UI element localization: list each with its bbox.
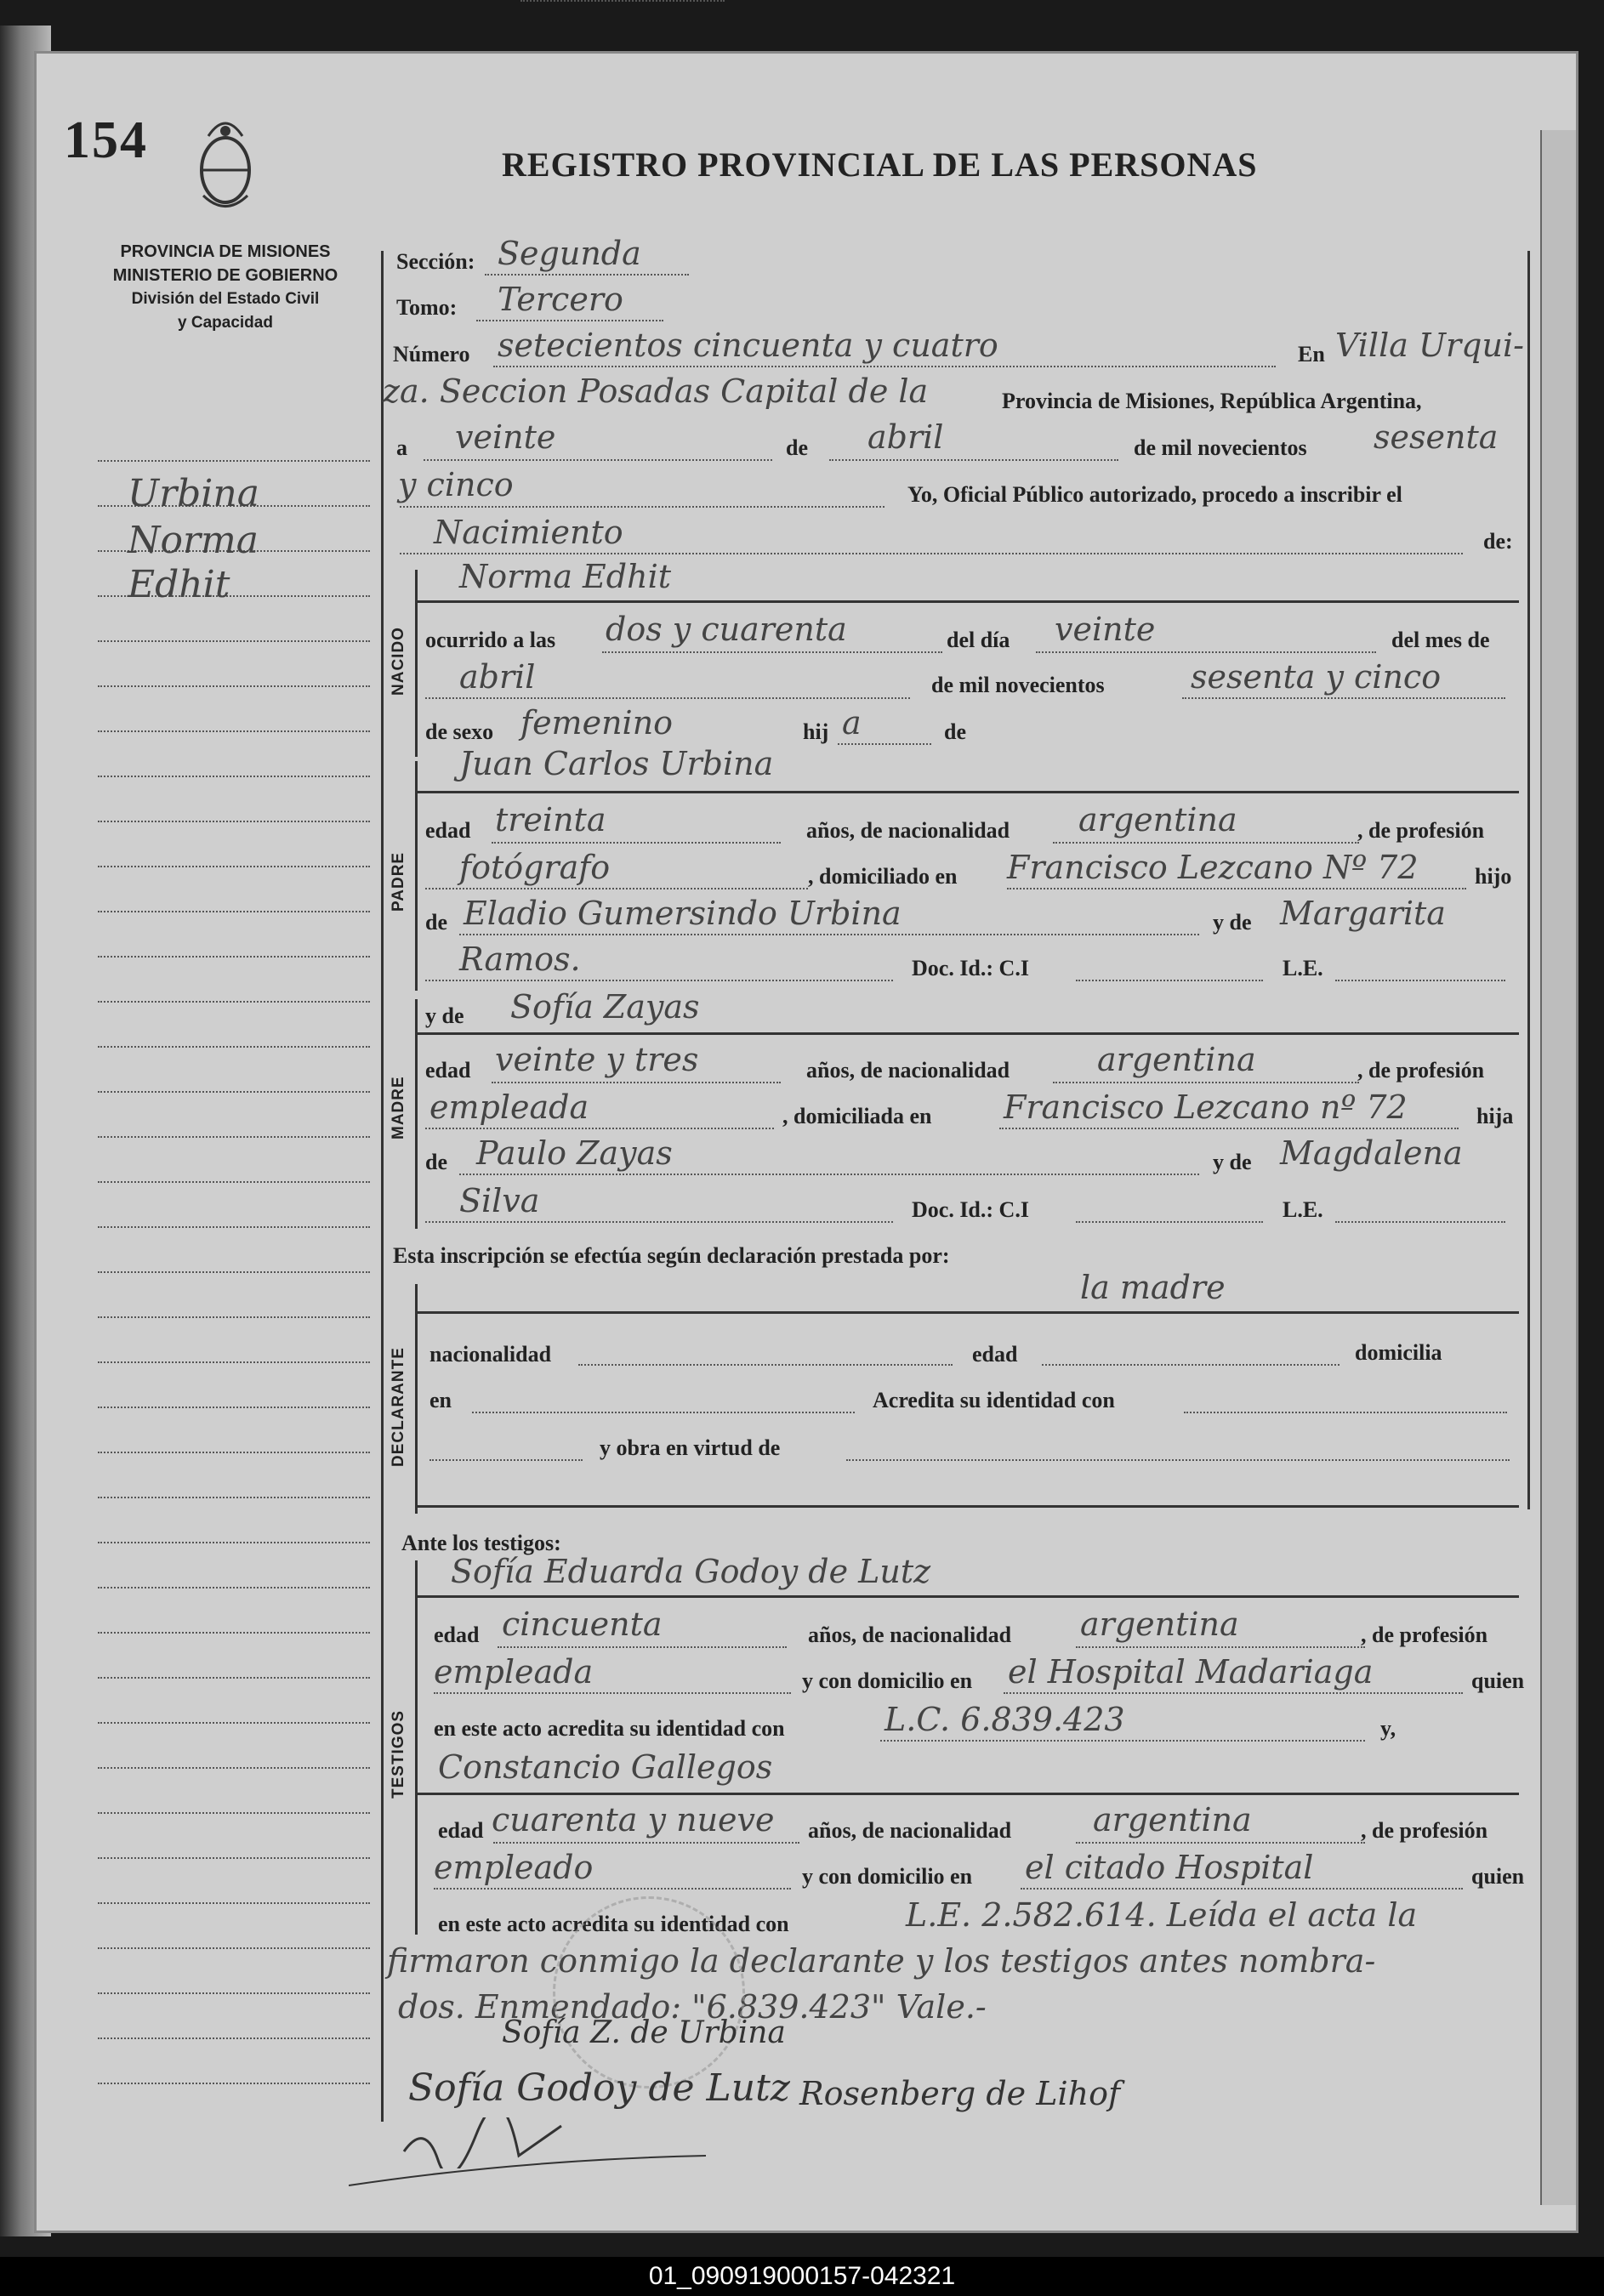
declarante-bracket xyxy=(415,1284,418,1514)
anio-line-2 xyxy=(1182,697,1505,699)
hijo-line xyxy=(838,743,931,745)
madre-abuela-2: Silva xyxy=(459,1182,540,1219)
padre-dom-label: , domiciliado en xyxy=(808,864,958,889)
madre-de-label: de xyxy=(425,1150,447,1174)
testigo2-acredita-label: en este acto acredita su identidad con xyxy=(438,1912,789,1936)
margin-line xyxy=(98,1363,370,1408)
testigo2-nac-line xyxy=(1076,1842,1365,1844)
del-mes-label: del mes de xyxy=(1391,628,1490,652)
padre-bracket xyxy=(415,761,418,991)
numero-line xyxy=(493,366,1276,367)
margin-line xyxy=(98,1543,370,1588)
sexo-value: femenino xyxy=(520,704,674,742)
madre-abuelo: Paulo Zayas xyxy=(476,1134,673,1172)
nacido-mil-label: de mil novecientos xyxy=(931,673,1105,697)
page-edge xyxy=(1540,130,1576,2205)
numero-label: Número xyxy=(393,342,470,367)
dia-value: veinte xyxy=(455,418,556,456)
hijo-value: a xyxy=(842,704,862,742)
testigo1-prof-line xyxy=(434,1692,791,1694)
testigo1-doc-value: L.C. 6.839.423 xyxy=(884,1701,1125,1738)
declarante-edad-line xyxy=(1042,1364,1340,1366)
margin-line xyxy=(98,1814,370,1859)
closing-line-1: firmaron conmigo la declarante y los testigos antes nombra- xyxy=(387,1942,1376,1980)
margin-line xyxy=(98,1048,370,1093)
padre-name-rule xyxy=(417,791,1519,793)
division-name: División del Estado Civil xyxy=(131,290,320,308)
nacido-anio-value: sesenta y cinco xyxy=(1191,658,1442,696)
padre-prof-label: , de profesión xyxy=(1357,818,1485,843)
declarante-dom-label: domicilia xyxy=(1355,1340,1442,1365)
sexo-line xyxy=(520,0,725,2)
ocurrido-label: ocurrido a las xyxy=(425,628,556,652)
margin-line xyxy=(98,777,370,822)
mes-line xyxy=(829,459,1118,461)
testigos-bracket xyxy=(415,1560,418,1935)
testigo2-nac-value: argentina xyxy=(1093,1801,1252,1839)
padre-nombre: Juan Carlos Urbina xyxy=(459,745,774,782)
padre-edad-label: edad xyxy=(425,818,471,843)
testigo1-doc-line xyxy=(880,1740,1365,1742)
margin-given-name: Norma xyxy=(128,519,259,562)
testigo2-prof-value: empleado xyxy=(434,1849,594,1886)
testigo1-edad-value: cincuenta xyxy=(502,1605,663,1643)
madre-abuela-1: Magdalena xyxy=(1280,1134,1463,1172)
signature-witness-1: Sofía Godoy de Lutz xyxy=(408,2066,790,2110)
mes-value: abril xyxy=(867,418,944,456)
nacido-mes-value: abril xyxy=(459,658,536,696)
anio-value-2: y cinco xyxy=(398,466,514,503)
acto-value: Nacimiento xyxy=(434,514,623,551)
signature-underline xyxy=(349,2151,706,2194)
madre-y-de-label-2: y de xyxy=(1213,1150,1252,1174)
testigo2-prof-label: , de profesión xyxy=(1361,1818,1488,1843)
testigo2-prof-line xyxy=(434,1888,791,1890)
padre-le-line xyxy=(1335,980,1505,981)
margin-line xyxy=(98,1634,370,1679)
nacido-name-rule xyxy=(417,600,1519,603)
declarante-obra-line xyxy=(846,1459,1510,1461)
testigo1-dom-label: y con domicilio en xyxy=(802,1668,973,1693)
declarante-end-rule xyxy=(417,1505,1519,1508)
margin-line xyxy=(98,958,370,1003)
declarante-nombre: la madre xyxy=(1080,1269,1226,1306)
signature-officer: Rosenberg de Lihof xyxy=(799,2075,1121,2112)
padre-dom-line xyxy=(1007,888,1466,889)
padre-abuela-1: Margarita xyxy=(1280,895,1446,932)
dia-line xyxy=(424,459,772,461)
declarante-nac-label: nacionalidad xyxy=(429,1342,552,1367)
padre-edad-line xyxy=(492,842,781,844)
madre-edad-value: veinte y tres xyxy=(495,1041,699,1078)
a-label: a xyxy=(396,435,407,460)
padre-de-line xyxy=(459,934,1199,935)
signature-mother: Sofía Z. de Urbina xyxy=(502,2015,786,2050)
margin-line xyxy=(98,642,370,687)
margin-line xyxy=(98,1228,370,1273)
testigo1-edad-line xyxy=(498,1646,787,1648)
province-name: PROVINCIA DE MISIONES xyxy=(120,242,331,261)
madre-nac-line xyxy=(1053,1082,1359,1083)
padre-le-label: L.E. xyxy=(1283,956,1323,980)
page-number: 154 xyxy=(64,111,148,169)
declarante-name-rule xyxy=(417,1311,1519,1314)
margin-line xyxy=(98,867,370,912)
margin-line xyxy=(98,1588,370,1634)
nacido-label: NACIDO xyxy=(390,627,407,696)
madre-nombre: Sofía Zayas xyxy=(510,988,700,1026)
testigo2-edad-value: cuarenta y nueve xyxy=(492,1801,775,1839)
hora-value: dos y cuarenta xyxy=(606,611,847,648)
acto-line xyxy=(400,553,1463,554)
madre-dom-label: , domiciliada en xyxy=(782,1104,932,1128)
testigo2-doc-value: L.E. 2.582.614. Leída el acta la xyxy=(906,1896,1418,1934)
padre-hijo-label: hijo xyxy=(1475,864,1512,889)
margin-line xyxy=(98,1679,370,1724)
padre-edad-value: treinta xyxy=(495,801,606,838)
margin-second-name: Edhit xyxy=(128,563,230,606)
madre-prof-label: , de profesión xyxy=(1357,1058,1485,1083)
declarante-acredita-label: Acredita su identidad con xyxy=(873,1388,1115,1412)
padre-doc-line xyxy=(1076,980,1263,981)
testigo2-dom-value: el citado Hospital xyxy=(1025,1849,1314,1886)
testigo2-nombre: Constancio Gallegos xyxy=(438,1748,773,1786)
testigo1-prof-value: empleada xyxy=(434,1653,594,1691)
padre-nac-line xyxy=(1053,842,1359,844)
margin-line xyxy=(98,732,370,777)
margin-line xyxy=(98,912,370,958)
oficial-text: Yo, Oficial Público autorizado, procedo a inscribir el xyxy=(907,482,1402,507)
seccion-label: Sección: xyxy=(396,249,475,274)
hora-line xyxy=(602,651,942,653)
record-frame-right xyxy=(1527,251,1530,1509)
official-stamp xyxy=(553,1896,745,2089)
anio-line xyxy=(400,506,884,508)
lugar-value-2: za. Seccion Posadas Capital de la xyxy=(383,372,929,410)
madre-doc-label: Doc. Id.: C.I xyxy=(912,1197,1029,1222)
madre-prof-value: empleada xyxy=(429,1088,589,1126)
madre-le-label: L.E. xyxy=(1283,1197,1323,1222)
nacido-bracket xyxy=(415,570,418,757)
margin-line xyxy=(98,687,370,732)
en-label: En xyxy=(1298,342,1325,367)
padre-y-de-label: y de xyxy=(1213,910,1252,935)
seccion-line xyxy=(485,274,689,276)
testigo2-dom-line xyxy=(1021,1888,1463,1890)
madre-prof-line xyxy=(425,1128,774,1129)
madre-edad-line xyxy=(492,1082,781,1083)
del-dia-label: del día xyxy=(947,628,1010,652)
testigos-label: TESTIGOS xyxy=(390,1709,407,1799)
margin-line xyxy=(98,1724,370,1769)
padre-prof-line xyxy=(425,888,808,889)
padre-abuelo: Eladio Gumersindo Urbina xyxy=(464,895,902,932)
file-id-bar: 01_090919000157-042321 xyxy=(0,2257,1604,2296)
margin-line xyxy=(98,417,370,462)
tomo-value: Tercero xyxy=(498,281,623,318)
testigo1-name-rule xyxy=(417,1595,1519,1598)
testigo1-nombre: Sofía Eduarda Godoy de Lutz xyxy=(451,1553,931,1590)
margin-line xyxy=(98,1453,370,1498)
madre-y-de-label: y de xyxy=(425,1003,464,1028)
madre-nac-value: argentina xyxy=(1097,1041,1256,1078)
padre-abuela-line xyxy=(425,980,893,981)
declarante-intro: Esta inscripción se efectúa según declaración prestada por: xyxy=(393,1243,950,1268)
coat-of-arms-icon xyxy=(191,111,259,213)
madre-le-line xyxy=(1335,1221,1505,1223)
anio-value-1: sesenta xyxy=(1374,418,1499,456)
padre-abuela-2: Ramos. xyxy=(459,941,581,978)
madre-label: MADRE xyxy=(390,1076,407,1139)
declarante-acredita-line xyxy=(1184,1412,1507,1413)
margin-line xyxy=(98,1949,370,1994)
testigos-intro: Ante los testigos: xyxy=(401,1531,561,1555)
margin-surname: Urbina xyxy=(128,472,259,515)
page-title: REGISTRO PROVINCIAL DE LAS PERSONAS xyxy=(502,145,1258,184)
tomo-line xyxy=(476,320,663,321)
madre-de-line xyxy=(459,1174,1199,1175)
testigo2-nac-label: años, de nacionalidad xyxy=(808,1818,1012,1843)
margin-lines xyxy=(98,417,370,2084)
tomo-label: Tomo: xyxy=(396,295,458,320)
nacido-dia-value: veinte xyxy=(1055,611,1156,648)
padre-nac-label: años, de nacionalidad xyxy=(806,818,1010,843)
testigo1-nac-label: años, de nacionalidad xyxy=(808,1623,1012,1647)
testigo1-acredita-label: en este acto acredita su identidad con xyxy=(434,1716,785,1741)
margin-line xyxy=(98,1273,370,1318)
padre-doc-label: Doc. Id.: C.I xyxy=(912,956,1029,980)
padre-prof-value: fotógrafo xyxy=(459,849,611,886)
dia-line-2 xyxy=(1036,651,1376,653)
testigo2-edad-label: edad xyxy=(438,1818,484,1843)
padre-label: PADRE xyxy=(390,851,407,912)
hijo-label: hij xyxy=(803,719,829,744)
testigo2-edad-line xyxy=(493,1842,799,1844)
de-colon: de: xyxy=(1483,529,1513,554)
madre-edad-label: edad xyxy=(425,1058,471,1083)
margin-line xyxy=(98,1994,370,2039)
margin-line xyxy=(98,1498,370,1543)
madre-abuela-line xyxy=(425,1221,893,1223)
provincia-text: Provincia de Misiones, República Argentina, xyxy=(1002,389,1422,413)
madre-dom-value: Francisco Lezcano nº 72 xyxy=(1004,1088,1408,1126)
declarante-nac-line xyxy=(578,1364,953,1366)
madre-hija-label: hija xyxy=(1476,1104,1514,1128)
margin-line xyxy=(98,1904,370,1949)
testigo2-name-rule xyxy=(417,1793,1519,1795)
margin-line xyxy=(98,822,370,867)
padre-de-label: de xyxy=(425,910,447,935)
madre-dom-line xyxy=(999,1128,1459,1129)
testigo1-dom-line xyxy=(1004,1692,1463,1694)
testigo1-edad-label: edad xyxy=(434,1623,480,1647)
ministry-name: MINISTERIO DE GOBIERNO xyxy=(112,266,338,285)
nacido-nombre: Norma Edhit xyxy=(459,558,672,595)
declarante-obra-label: y obra en virtud de xyxy=(600,1435,781,1460)
closing-line-2: dos. Enmendado: "6.839.423" Vale.- xyxy=(398,1988,987,2026)
declarante-en-label: en xyxy=(429,1388,452,1412)
lugar-value-1: Villa Urqui- xyxy=(1335,327,1524,364)
numero-value: setecientos cincuenta y cuatro xyxy=(498,327,998,364)
declarante-edad-label: edad xyxy=(972,1342,1018,1367)
declarante-pre-line xyxy=(429,1459,583,1461)
testigo2-quien: quien xyxy=(1471,1864,1525,1889)
testigo2-dom-label: y con domicilio en xyxy=(802,1864,973,1889)
margin-line xyxy=(98,1408,370,1453)
madre-nac-label: años, de nacionalidad xyxy=(806,1058,1010,1083)
testigo1-dom-value: el Hospital Madariaga xyxy=(1008,1653,1374,1691)
mil-label: de mil novecientos xyxy=(1134,435,1307,460)
issuing-authority xyxy=(81,240,370,335)
margin-line xyxy=(98,1183,370,1228)
nacido-de-label: de xyxy=(944,719,966,744)
margin-line xyxy=(98,1138,370,1183)
seccion-value: Segunda xyxy=(498,235,641,272)
declarante-en-line xyxy=(472,1412,855,1413)
margin-line xyxy=(98,1769,370,1814)
margin-line xyxy=(98,1093,370,1138)
testigo1-y: y, xyxy=(1380,1716,1396,1741)
padre-nac-value: argentina xyxy=(1078,801,1237,838)
testigo1-prof-label: , de profesión xyxy=(1361,1623,1488,1647)
testigo1-nac-value: argentina xyxy=(1080,1605,1239,1643)
testigo1-quien: quien xyxy=(1471,1668,1525,1693)
de-label: de xyxy=(786,435,808,460)
madre-doc-line xyxy=(1076,1221,1263,1223)
margin-line xyxy=(98,1003,370,1048)
margin-line xyxy=(98,1859,370,1904)
madre-name-rule xyxy=(417,1032,1519,1035)
margin-line xyxy=(98,2039,370,2084)
testigo1-nac-line xyxy=(1076,1646,1365,1648)
padre-dom-value: Francisco Lezcano Nº 72 xyxy=(1007,849,1419,886)
mes-line-2 xyxy=(425,697,910,699)
division-name-2: y Capacidad xyxy=(178,314,273,332)
sexo-label: de sexo xyxy=(425,719,494,744)
declarante-label: DECLARANTE xyxy=(390,1347,407,1467)
margin-line xyxy=(98,1318,370,1363)
